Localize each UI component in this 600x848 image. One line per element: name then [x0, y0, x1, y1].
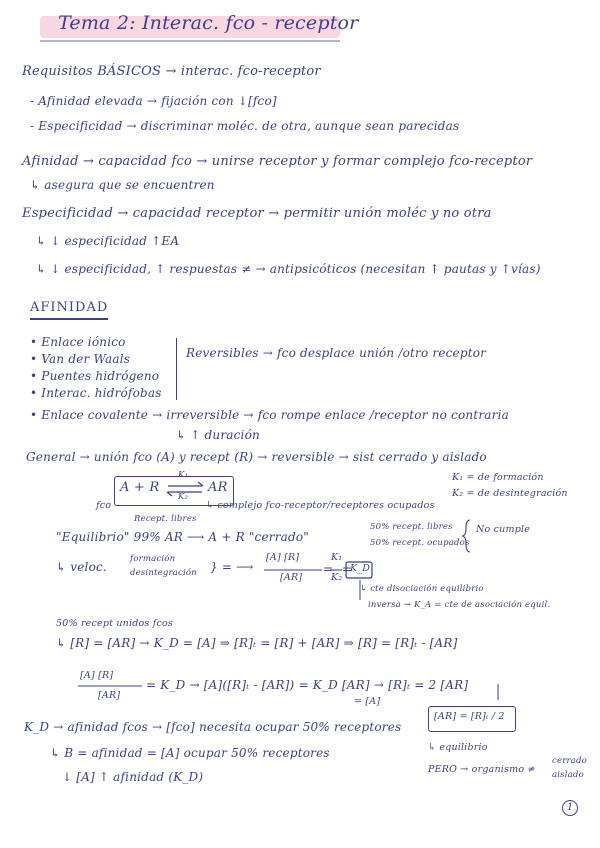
requisitos-line: Requisitos BÁSICOS → interac. fco-receptor — [22, 64, 321, 79]
k2-definition: K₂ = de desintegración — [452, 488, 568, 499]
general-line: General → unión fco (A) y recept (R) → reversible → sist cerrado y aislado — [26, 450, 487, 464]
complejo-note: ↳ complejo fco-receptor/receptores ocupados — [206, 500, 435, 511]
r50-eq: ↳ [R] = [AR] → K_D = [A] ⇒ [R]ₜ = [R] + [AR] ⇒ [R] = [R]ₜ - [AR] — [56, 636, 458, 650]
no-cumple: No cumple — [476, 524, 531, 535]
bond-hydrophobic: • Interac. hidrófobas — [30, 386, 162, 400]
eq-equals2: = — [342, 562, 353, 576]
k-frac-den: K₂ — [331, 572, 343, 583]
afinidad-note: ↳ asegura que se encuentren — [30, 178, 215, 192]
reversibles-text: Reversibles → fco desplace unión /otro receptor — [186, 346, 487, 360]
covalent-line: • Enlace covalente → irreversible → fco rompe enlace /receptor no contraria — [30, 408, 509, 422]
kd-note2: inversa → K_A = cte de asociación equil. — [368, 600, 551, 610]
k2-label: K₂ — [178, 492, 189, 502]
especificidad-def: Especificidad → capacidad receptor → permitir unión moléc y no otra — [22, 206, 492, 221]
especificidad-note2: ↳ ↓ especificidad, ↑ respuestas ≠ → antipsicóticos (necesitan ↑ pautas y ↑vías) — [36, 262, 541, 276]
page-title: Tema 2: Interac. fco - receptor — [58, 12, 359, 34]
kd-boxed: K_D — [350, 563, 371, 574]
k-frac-num: K₁ — [331, 552, 343, 563]
equilibrio-line: "Equilibrio" 99% AR ⟶ A + R "cerrado" — [56, 530, 310, 544]
receptores-libres: Recept. libres — [134, 514, 197, 524]
f2-ka: = [A] — [354, 696, 381, 707]
f2-num: [A] [R] — [80, 670, 114, 681]
product-AR: AR — [208, 480, 228, 495]
f2-den: [AR] — [98, 690, 121, 701]
page-number: 1 — [562, 800, 578, 816]
b-afinidad-line: ↳ B = afinidad = [A] ocupar 50% receptores — [50, 746, 330, 760]
kd-note1: ↳ cte disociación equilibrio — [360, 584, 484, 594]
f2-rest: = K_D → [A]([R]ₜ - [AR]) = K_D [AR] → [R]ₜ = 2 [AR] — [146, 678, 469, 692]
veloc-eq: } = ⟶ — [210, 560, 254, 574]
cerrado-50-ocupados: 50% recept. ocupados — [370, 538, 470, 548]
eq-frac-num: [A] [R] — [266, 552, 300, 563]
afinidad-heading: AFINIDAD — [30, 300, 109, 315]
equilibrio-note: ↳ equilibrio — [428, 742, 488, 753]
k1-label: K₁ — [178, 470, 189, 480]
afinidad-req: - Afinidad elevada → fijación con ↓[fco] — [30, 94, 277, 108]
reactant-A-R: A + R — [120, 480, 160, 495]
k1-definition: K₁ = de formación — [452, 472, 544, 483]
formacion-label: formación — [130, 554, 176, 564]
aislado-note: aislado — [552, 770, 584, 780]
afinidad-def: Afinidad → capacidad fco → unirse receptor y formar complejo fco-receptor — [22, 154, 533, 169]
desintegracion-label: desintegración — [130, 568, 197, 578]
fco-label: fco — [96, 500, 112, 511]
cerrado-note: cerrado — [552, 756, 587, 766]
bond-hydrogen: • Puentes hidrógeno — [30, 369, 160, 383]
eq-frac-den: [AR] — [280, 572, 303, 583]
especificidad-req: - Especificidad → discriminar moléc. de otra, aunque sean parecidas — [30, 119, 460, 133]
covalent-duration: ↳ ↑ duración — [176, 428, 260, 442]
bond-ionic: • Enlace iónico — [30, 335, 126, 349]
kd-afinidad-line: K_D → afinidad fcos → [fco] necesita ocupar 50% receptores — [24, 720, 402, 734]
veloc-label: ↳ veloc. — [56, 560, 107, 574]
eq-equals1: = — [323, 562, 334, 576]
r50-line: 50% recept unidos fcos — [56, 618, 173, 629]
cerrado-50-libres: 50% recept. libres — [370, 522, 453, 532]
especificidad-note1: ↳ ↓ especificidad ↑EA — [36, 234, 180, 248]
a-afinidad-line: ↓ [A] ↑ afinidad (K_D) — [62, 770, 204, 784]
ar-result: [AR] = [R]ₜ / 2 — [434, 711, 505, 722]
pero-line: PERO → organismo ≠ — [428, 764, 536, 775]
bond-vdw: • Van der Waals — [30, 352, 131, 366]
